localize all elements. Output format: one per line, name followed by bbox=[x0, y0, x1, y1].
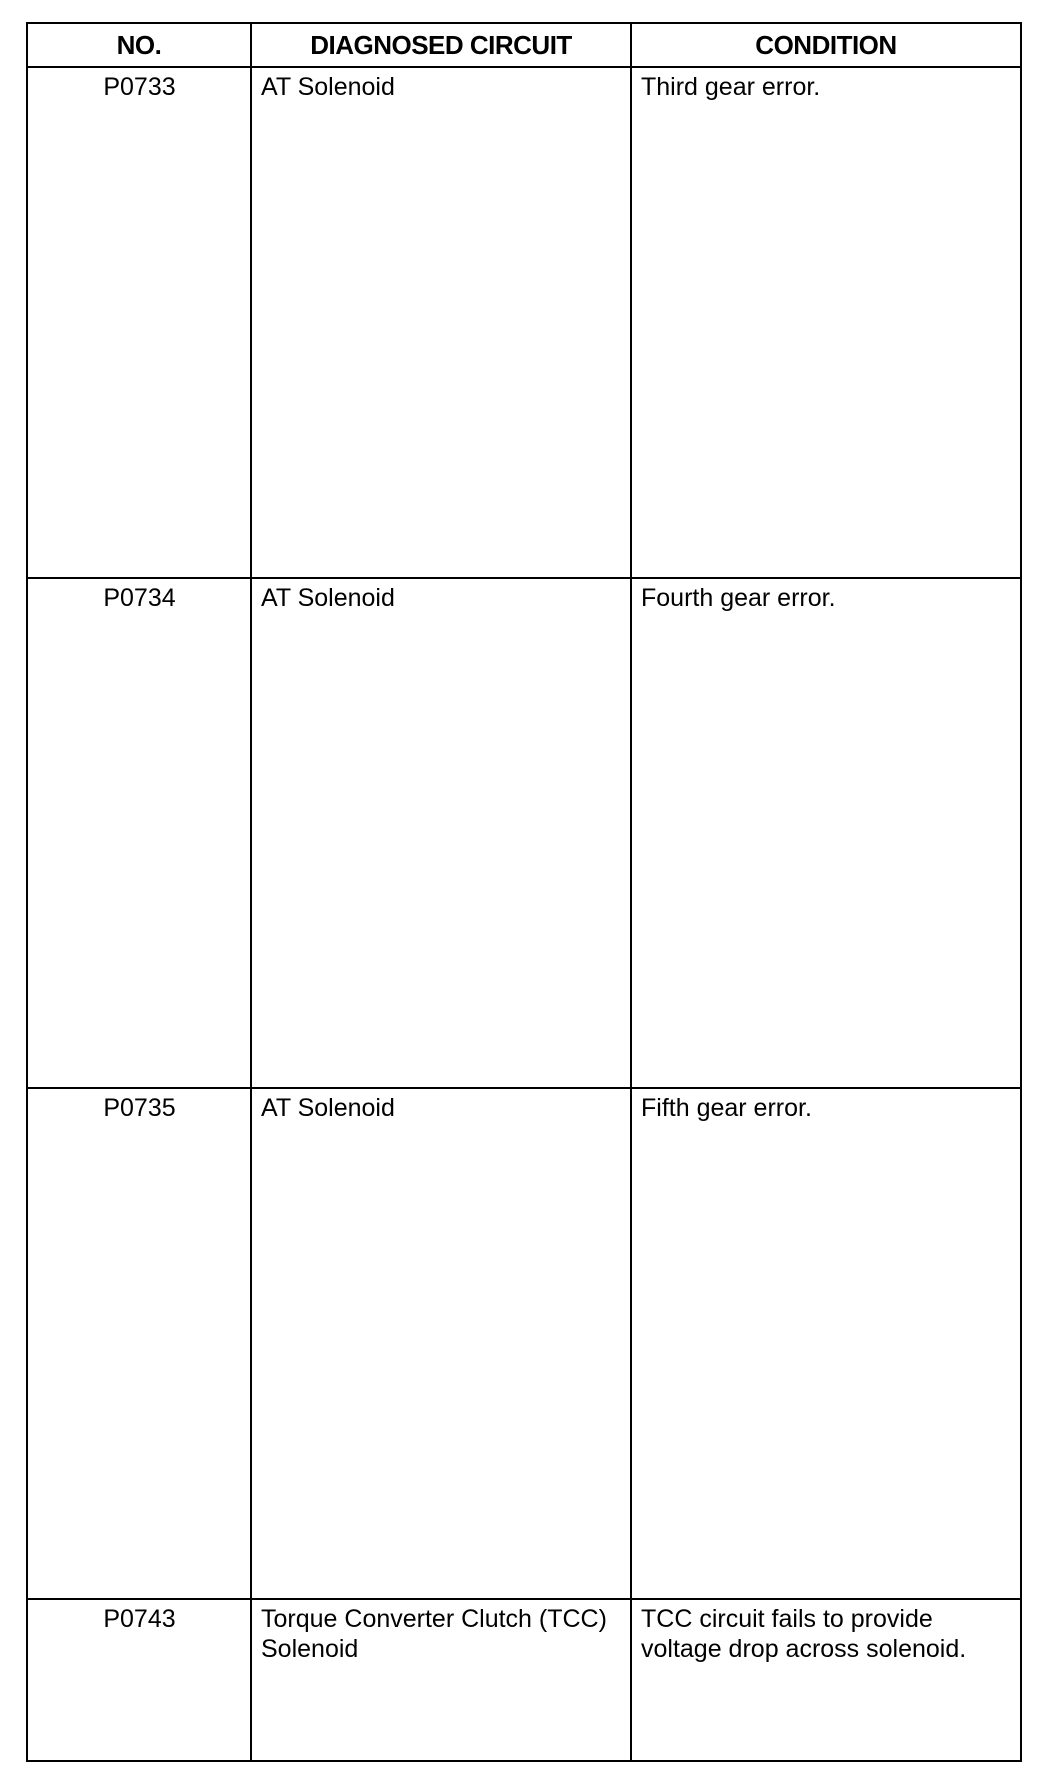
code-cell: P0735 bbox=[27, 1088, 251, 1599]
condition-cell: TCC circuit fails to provide voltage drop across solenoid. bbox=[631, 1599, 1021, 1761]
table-header-row bbox=[27, 23, 1021, 67]
table-row bbox=[27, 1088, 1021, 1599]
condition-cell: Fourth gear error. bbox=[631, 578, 1021, 1089]
table-row bbox=[27, 1599, 1021, 1761]
circuit-cell: AT Solenoid bbox=[251, 1088, 631, 1599]
dtc-table-container bbox=[26, 22, 1020, 1762]
condition-cell: Third gear error. bbox=[631, 67, 1021, 578]
circuit-cell: Torque Converter Clutch (TCC) Solenoid bbox=[251, 1599, 631, 1761]
code-cell: P0743 bbox=[27, 1599, 251, 1761]
table-row bbox=[27, 578, 1021, 1089]
code-cell: P0733 bbox=[27, 67, 251, 578]
diagnostic-code-table bbox=[26, 22, 1022, 1762]
circuit-cell: AT Solenoid bbox=[251, 67, 631, 578]
header-condition: CONDITION bbox=[631, 23, 1021, 67]
header-diagnosed-circuit: DIAGNOSED CIRCUIT bbox=[251, 23, 631, 67]
circuit-cell: AT Solenoid bbox=[251, 578, 631, 1089]
condition-cell: Fifth gear error. bbox=[631, 1088, 1021, 1599]
table-row bbox=[27, 67, 1021, 578]
header-no: NO. bbox=[27, 23, 251, 67]
code-cell: P0734 bbox=[27, 578, 251, 1089]
